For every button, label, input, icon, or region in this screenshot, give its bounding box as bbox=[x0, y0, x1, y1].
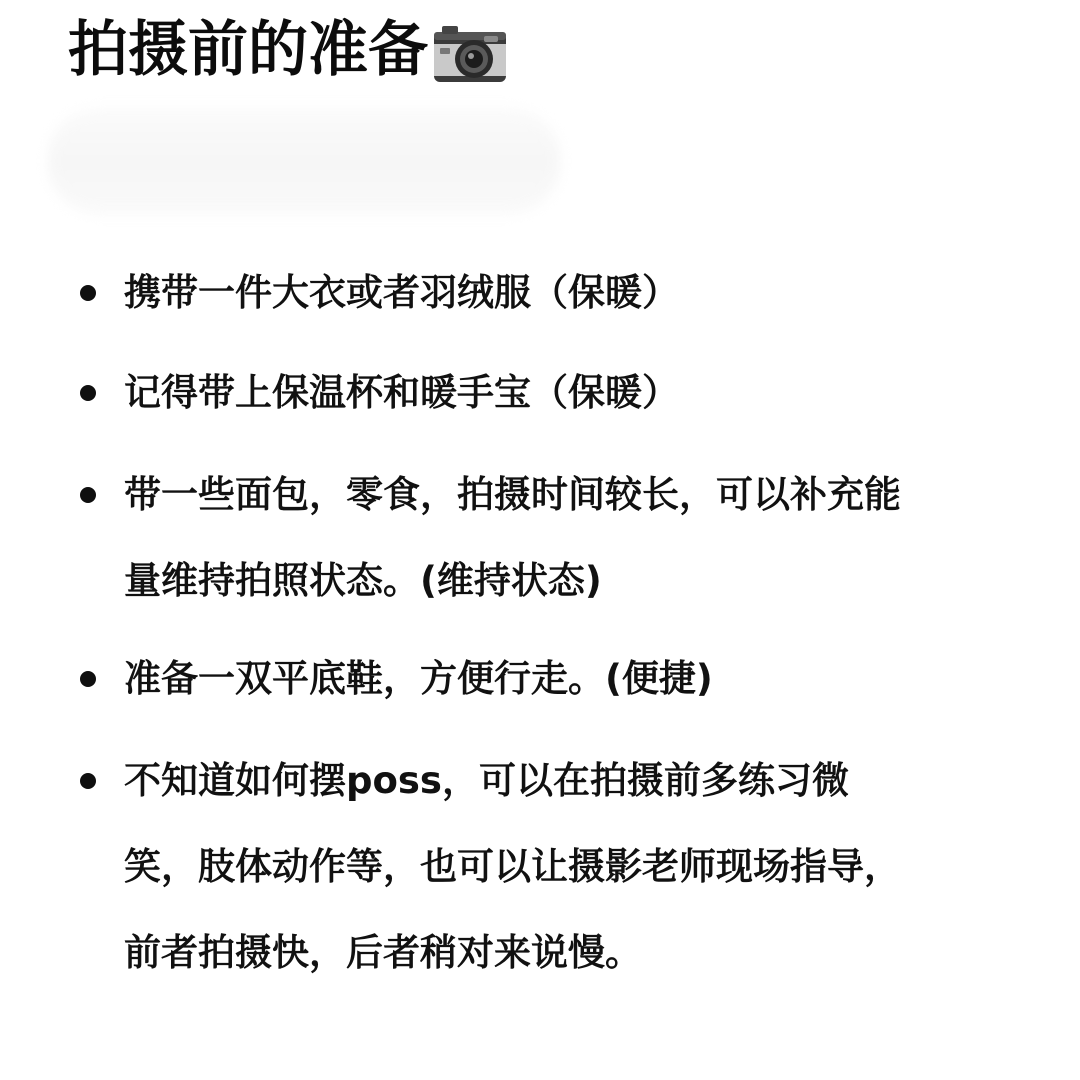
camera-icon bbox=[432, 22, 508, 84]
bullet-dot bbox=[80, 285, 96, 301]
list-item-text: 带一些面包，零食，拍摄时间较长，可以补充能 量维持拍照状态。(维持状态) bbox=[124, 473, 901, 602]
bullet-dot bbox=[80, 487, 96, 503]
blurred-watermark bbox=[48, 108, 560, 214]
bullet-dot bbox=[80, 773, 96, 789]
page-title-text: 拍摄前的准备 bbox=[68, 15, 428, 85]
bullet-dot bbox=[80, 671, 96, 687]
list-item-text: 准备一双平底鞋，方便行走。(便捷) bbox=[124, 657, 713, 700]
list-item-text: 记得带上保温杯和暖手宝（保暖） bbox=[124, 371, 679, 414]
bullet-dot bbox=[80, 385, 96, 401]
list-item-text: 不知道如何摆poss，可以在拍摄前多练习微 笑，肢体动作等，也可以让摄影老师现场指导， 前者拍摄快，后者稍对来说慢。 bbox=[124, 759, 901, 974]
page-title bbox=[68, 10, 508, 90]
list-item-text: 携带一件大衣或者羽绒服（保暖） bbox=[124, 271, 679, 314]
